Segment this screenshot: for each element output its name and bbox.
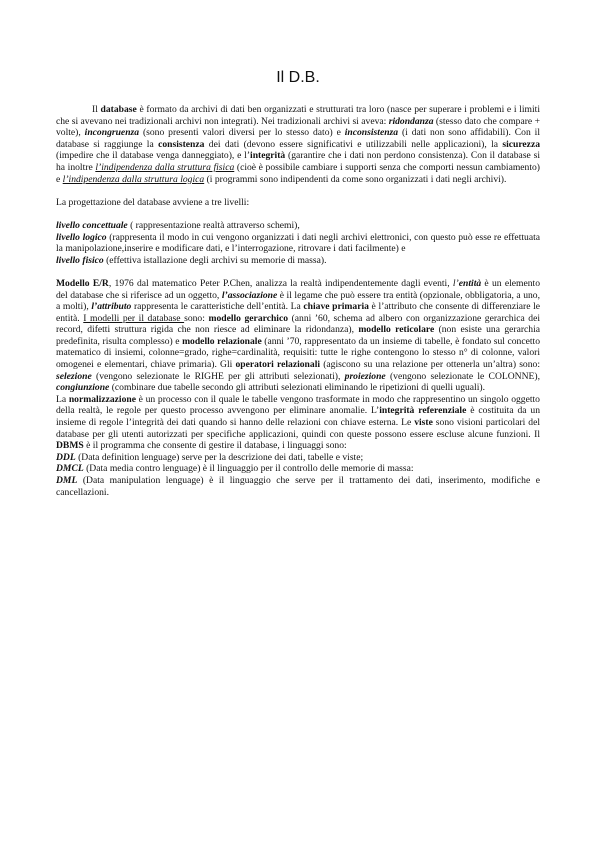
term-normalizzazione: normalizzazione bbox=[68, 393, 136, 405]
term-chiave-primaria: chiave primaria bbox=[303, 301, 369, 313]
term-operatori-relazionali: operatori relazionali bbox=[235, 359, 321, 371]
term-integrita: integrità bbox=[250, 150, 286, 162]
text-run: Il bbox=[92, 104, 101, 115]
term-ridondanza: ridondanza bbox=[388, 115, 434, 127]
term-modello-relazionale: modello relazionale bbox=[182, 335, 262, 347]
language-dmcl bbox=[56, 463, 540, 475]
term-incongruenza: incongruenza bbox=[84, 127, 140, 139]
document-body bbox=[56, 104, 540, 498]
text-run: (non esiste una gerarchia predefinita, risulta complesso) e bbox=[56, 324, 540, 347]
text-run: rappresenta le caratteristiche dell’entità. La bbox=[131, 301, 304, 313]
term-modelli-database: I modelli per il database bbox=[83, 312, 185, 324]
term-sicurezza: sicurezza bbox=[502, 138, 540, 150]
text-run: è formato da archivi di dati ben organizzati e strutturati tra loro (nasce per superare i problemi e i limiti che si avevano nei tradizionali archivi non integrati). Nei tradizionali archivi si aveva: bbox=[56, 104, 540, 127]
text-run: (garantire che i dati non perdono consistenza). Con il database si ha inoltre bbox=[56, 150, 541, 173]
levels-paragraph bbox=[56, 220, 540, 266]
text-run: è un elemento del database che si riferisce ad un oggetto, bbox=[56, 277, 540, 301]
term-associazione: l’associazione bbox=[221, 289, 278, 301]
text-run: (Data definition lenguage) serve per la descrizione dei dati, tabelle e viste; bbox=[75, 451, 364, 463]
term-consistenza: consistenza bbox=[158, 138, 205, 150]
text-run: (Data media contro lenguage) è il linguaggio per il controllo delle memorie di massa: bbox=[83, 463, 414, 475]
term-indipendenza-logica: l’indipendenza dalla struttura logica bbox=[62, 173, 205, 185]
text-run: è il legame che può essere tra entità (opzionale, obbligatoria, a uno, a molti), bbox=[56, 289, 540, 313]
er-model-paragraph bbox=[56, 278, 540, 394]
text-run: (vengono selezionate le COLONNE), bbox=[385, 370, 540, 382]
text-run: , 1976 dal matematico Peter P.Chen, analizza la realtà indipendentemente dagli eventi, bbox=[108, 277, 453, 289]
text-run: l’ bbox=[452, 277, 459, 289]
term-modello-gerarchico: modello gerarchico bbox=[208, 312, 289, 324]
text-run: (agiscono su una relazione per ottenerla un’altra) sono: bbox=[320, 359, 540, 371]
term-ddl: DDL bbox=[56, 451, 76, 463]
levels-intro-paragraph: La progettazione del database avviene a tre livelli: bbox=[56, 196, 250, 208]
text-run: (sono presenti valori diversi per lo stesso dato) e bbox=[139, 127, 345, 139]
term-indipendenza-fisica: l’indipendenza dalla struttura fisica bbox=[95, 161, 235, 173]
page-title: Il D.B. bbox=[276, 69, 320, 86]
text-run: (i dati non sono affidabili). Con il database si raggiunge la bbox=[56, 127, 540, 150]
text-run: (anni ’70, rappresentato da un insieme di tabelle, è fondato sul concetto matematico di insiemi, colonne=grado, righe=cardinalità, requisiti: tutte le righe contengono lo stesso n° di colonne, valori omogenei e elementari, chiave primaria). Gli bbox=[56, 335, 540, 371]
term-modello-er: Modello E/R bbox=[56, 277, 109, 289]
term-livello-logico: livello logico bbox=[56, 231, 107, 243]
text-run: (vengono selezionate le RIGHE per gli attributi selezionati), bbox=[91, 370, 345, 382]
intro-paragraph bbox=[56, 104, 540, 185]
term-livello-concettuale: livello concettuale bbox=[56, 219, 128, 231]
text-run: è il programma che consente di gestire il database, i linguaggi sono: bbox=[83, 440, 347, 452]
text-run: (effettiva istallazione degli archivi su memorie di massa). bbox=[103, 254, 327, 266]
term-inconsistenza: inconsistenza bbox=[344, 127, 399, 139]
term-entita: entità bbox=[458, 277, 482, 289]
text-run: è l’attributo che consente di differenziare le entità. bbox=[56, 301, 541, 324]
text-run: (rappresenta il modo in cui vengono organizzati i dati negli archivi elettronici, con questo può esse re effettuata la manipolazione,inserire e modificare dati, e l’interrogazione, ritrovare i dati facilmente) e bbox=[56, 231, 541, 255]
text-run: (Data manipulation lenguage) è il linguaggio che serve per il trattamento dei dati, inserimento, modifiche e cancellazioni. bbox=[56, 475, 540, 498]
text-run: (cioè è possibile cambiare i supporti senza che comporti nessun cambiamento) e bbox=[56, 161, 540, 185]
text-run: (impedire che il database venga danneggiato), e l’ bbox=[56, 150, 251, 162]
text-run: dei dati (devono essere significativi e utilizzabili nelle applicazioni), la bbox=[204, 138, 503, 150]
text-run: sono visioni particolari del database per gli utenti autorizzati per specifiche applicazioni, quindi con queste possono essere escluse alcune funzioni. Il bbox=[56, 417, 540, 440]
text-run: (combinare due tabelle secondo gli attributi selezionati eliminando le ripetizioni di quelli uguali). bbox=[109, 382, 485, 394]
term-database: database bbox=[100, 104, 137, 115]
term-livello-fisico: livello fisico bbox=[56, 254, 104, 266]
text-run: La bbox=[56, 393, 69, 405]
language-dml bbox=[56, 475, 540, 498]
text-run: sono: bbox=[184, 312, 209, 324]
term-proiezione: proiezione bbox=[344, 370, 386, 382]
text-run: (i programmi sono indipendenti da come sono organizzati i dati negli archivi). bbox=[204, 173, 507, 185]
term-dmcl: DMCL bbox=[56, 463, 84, 475]
text-run: è costituita da un insieme di regole l’integrità dei dati quando si hanno delle relazioni con chiave esterna. Le bbox=[56, 405, 541, 429]
term-selezione: selezione bbox=[56, 370, 92, 382]
language-ddl bbox=[56, 452, 540, 464]
term-viste: viste bbox=[414, 417, 433, 429]
text-run: è un processo con il quale le tabelle vengono trasformate in modo che rappresentino un singolo oggetto della realtà, le regole per questo processo avvengono per eliminare anomalie. L’ bbox=[56, 393, 540, 417]
text-run: (anni ’60, schema ad albero con organizzazione gerarchica dei record, difetti struttura rigida che non riesce ad eliminare la ridondanza), bbox=[56, 312, 541, 336]
term-dbms: DBMS bbox=[56, 440, 84, 452]
normalization-paragraph bbox=[56, 394, 540, 452]
term-attributo: l’attributo bbox=[91, 301, 132, 313]
term-dml: DML bbox=[56, 475, 78, 486]
text-run: ( rappresentazione realtà attraverso schemi), bbox=[127, 219, 300, 231]
text-run: (stesso dato che compare + volte), bbox=[56, 115, 540, 139]
term-modello-reticolare: modello reticolare bbox=[358, 324, 435, 336]
term-congiunzione: congiunzione bbox=[56, 382, 110, 394]
term-integrita-referenziale: integrità referenziale bbox=[379, 405, 467, 417]
